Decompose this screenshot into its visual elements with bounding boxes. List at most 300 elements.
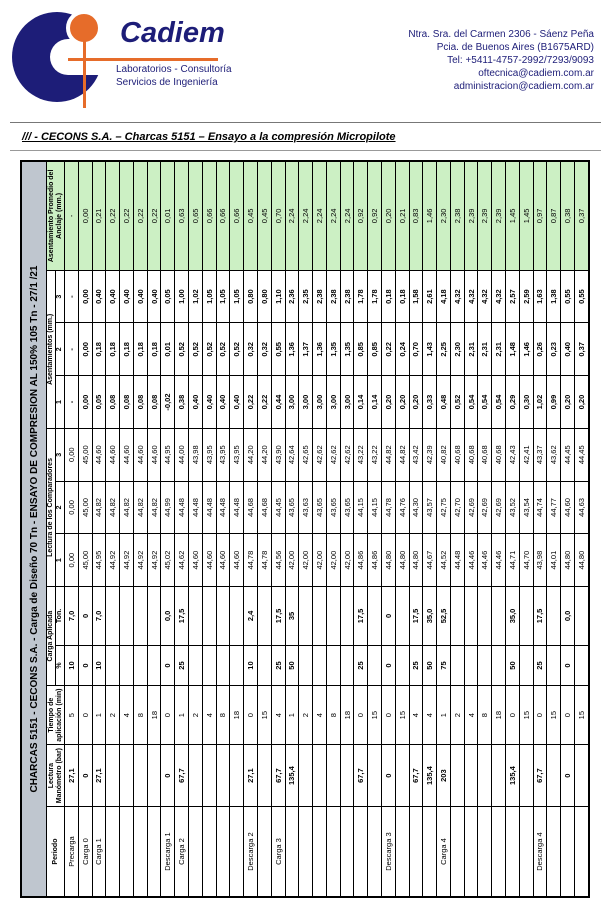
cell-a2: 0,18 xyxy=(92,323,106,376)
cell-l3: 40,68 xyxy=(464,428,478,481)
cell-l3: 43,95 xyxy=(202,428,216,481)
cell-l2: 44,48 xyxy=(216,481,230,534)
cell-a1: 0,20 xyxy=(561,376,575,429)
cell-tiempo: 0 xyxy=(244,686,258,745)
cell-ton xyxy=(450,586,464,645)
rotated-table-container xyxy=(21,161,589,897)
cell-a1: 0,30 xyxy=(519,376,533,429)
cell-l2: 44,60 xyxy=(561,481,575,534)
header-tiempo: Tiempo de aplicación (min) xyxy=(47,686,65,745)
cell-a3: 0,00 xyxy=(78,270,92,323)
cell-lectura xyxy=(257,745,271,807)
cell-l3: 42,62 xyxy=(340,428,354,481)
cell-l2: 44,48 xyxy=(230,481,244,534)
cell-l2: 42,69 xyxy=(464,481,478,534)
cell-a3: 1,05 xyxy=(202,270,216,323)
cell-pct xyxy=(133,645,147,685)
cell-a3: 1,00 xyxy=(175,270,189,323)
cell-l1: 44,80 xyxy=(409,534,423,587)
cell-avg: 2,39 xyxy=(478,162,492,271)
cell-periodo: Carga 1 xyxy=(92,807,106,897)
cell-a3: 0,05 xyxy=(161,270,175,323)
cell-tiempo: 18 xyxy=(340,686,354,745)
header-comp-2: 2 xyxy=(56,481,65,534)
cell-lectura xyxy=(519,745,533,807)
table-row xyxy=(202,162,216,897)
cell-pct xyxy=(106,645,120,685)
cell-a3: 0,40 xyxy=(92,270,106,323)
cell-tiempo: 4 xyxy=(202,686,216,745)
cell-periodo xyxy=(506,807,520,897)
cell-avg: 1,46 xyxy=(423,162,437,271)
cell-a3: 1,63 xyxy=(533,270,547,323)
table-row xyxy=(271,162,285,897)
cell-a1: 0,40 xyxy=(202,376,216,429)
cell-l3: 43,42 xyxy=(409,428,423,481)
cell-tiempo: 4 xyxy=(120,686,134,745)
cell-ton: 35,0 xyxy=(506,586,520,645)
header-carga: Carga Aplicada xyxy=(47,586,56,685)
cell-l3: 43,22 xyxy=(368,428,382,481)
cell-l1: 44,60 xyxy=(230,534,244,587)
contact-email-tecnica: oftecnica@cadiem.com.ar xyxy=(478,68,594,79)
header-pct: % xyxy=(56,645,65,685)
cell-l2: 44,74 xyxy=(533,481,547,534)
cell-a1: 3,00 xyxy=(326,376,340,429)
cell-l1: 44,67 xyxy=(423,534,437,587)
cell-avg: 0,87 xyxy=(547,162,561,271)
cell-avg: 0,63 xyxy=(175,162,189,271)
cell-lectura: 0 xyxy=(161,745,175,807)
cell-pct: 25 xyxy=(271,645,285,685)
cell-a2: 0,52 xyxy=(202,323,216,376)
cell-tiempo: 1 xyxy=(437,686,451,745)
cell-ton: 52,5 xyxy=(437,586,451,645)
cell-ton: 17,5 xyxy=(354,586,368,645)
contact-address: Ntra. Sra. del Carmen 2306 - Sáenz Peña xyxy=(408,29,594,40)
cell-l2: 44,48 xyxy=(175,481,189,534)
cell-periodo xyxy=(519,807,533,897)
cell-a3: 1,78 xyxy=(354,270,368,323)
cell-a3: 0,55 xyxy=(561,270,575,323)
cell-lectura: 135,4 xyxy=(285,745,299,807)
cell-a1: 0,54 xyxy=(492,376,506,429)
cell-a2: 0,85 xyxy=(368,323,382,376)
cell-tiempo: 15 xyxy=(547,686,561,745)
cell-avg: 0,45 xyxy=(244,162,258,271)
cell-tiempo: 8 xyxy=(478,686,492,745)
cell-a3: 2,38 xyxy=(313,270,327,323)
cell-ton: 17,5 xyxy=(271,586,285,645)
table-row xyxy=(175,162,189,897)
cell-avg: 0,21 xyxy=(395,162,409,271)
table-row xyxy=(299,162,313,897)
cell-a2: 0,32 xyxy=(257,323,271,376)
cell-l1: 44,78 xyxy=(244,534,258,587)
cell-a1: 0,29 xyxy=(506,376,520,429)
company-name: Cadiem xyxy=(120,17,225,49)
header-asent-2: 2 xyxy=(56,323,65,376)
cell-lectura xyxy=(120,745,134,807)
cell-ton: 2,4 xyxy=(244,586,258,645)
cell-l3: 42,64 xyxy=(285,428,299,481)
cell-lectura xyxy=(202,745,216,807)
cell-ton xyxy=(492,586,506,645)
cell-a1: 0,22 xyxy=(257,376,271,429)
cell-a2: 0,52 xyxy=(189,323,203,376)
cell-a1: 0,05 xyxy=(92,376,106,429)
cell-a2: 1,48 xyxy=(506,323,520,376)
title-divider xyxy=(10,150,601,151)
cell-a2: 1,46 xyxy=(519,323,533,376)
cell-ton xyxy=(120,586,134,645)
cell-l3: 44,60 xyxy=(106,428,120,481)
cell-l3: 40,68 xyxy=(478,428,492,481)
cell-tiempo: 2 xyxy=(106,686,120,745)
cell-lectura xyxy=(395,745,409,807)
cell-avg: 0,97 xyxy=(533,162,547,271)
cell-l1: 44,46 xyxy=(464,534,478,587)
cell-periodo: Descarga 4 xyxy=(533,807,547,897)
cell-pct: 10 xyxy=(92,645,106,685)
cell-a3: 0,40 xyxy=(106,270,120,323)
cell-tiempo: 5 xyxy=(65,686,79,745)
cell-pct xyxy=(189,645,203,685)
cell-periodo: Carga 2 xyxy=(175,807,189,897)
cell-a2: 0,22 xyxy=(381,323,395,376)
cell-l3: 43,95 xyxy=(216,428,230,481)
cell-pct xyxy=(147,645,161,685)
cell-pct xyxy=(216,645,230,685)
cell-periodo xyxy=(547,807,561,897)
cell-a2: 0,18 xyxy=(133,323,147,376)
cell-l3: 43,90 xyxy=(271,428,285,481)
cell-avg: 0,83 xyxy=(409,162,423,271)
cell-a1: 0,08 xyxy=(120,376,134,429)
cell-l2: 44,82 xyxy=(120,481,134,534)
cell-ton: 0 xyxy=(78,586,92,645)
cell-tiempo: 8 xyxy=(216,686,230,745)
contact-block xyxy=(408,28,594,93)
table-row xyxy=(106,162,120,897)
cell-l1: 44,92 xyxy=(147,534,161,587)
table-row xyxy=(340,162,354,897)
cell-lectura xyxy=(368,745,382,807)
cell-pct: 10 xyxy=(65,645,79,685)
cell-periodo: Descarga 1 xyxy=(161,807,175,897)
cell-lectura xyxy=(189,745,203,807)
cell-ton xyxy=(574,586,588,645)
cell-a1: 0,40 xyxy=(230,376,244,429)
cell-a2: 1,35 xyxy=(340,323,354,376)
cell-a2: 0,18 xyxy=(106,323,120,376)
cell-a1: 0,08 xyxy=(147,376,161,429)
cell-periodo xyxy=(216,807,230,897)
cell-l1: 44,48 xyxy=(450,534,464,587)
cell-tiempo: 4 xyxy=(313,686,327,745)
cell-l2: 43,63 xyxy=(299,481,313,534)
table-row xyxy=(313,162,327,897)
cell-tiempo: 15 xyxy=(368,686,382,745)
cell-l2: 44,63 xyxy=(574,481,588,534)
cell-tiempo: 18 xyxy=(492,686,506,745)
header-asentamientos: Asentamientos (mm.) xyxy=(47,270,56,428)
cell-pct: 25 xyxy=(354,645,368,685)
table-row xyxy=(368,162,382,897)
cell-lectura xyxy=(574,745,588,807)
cell-a3: 0,40 xyxy=(133,270,147,323)
table-row xyxy=(285,162,299,897)
cell-tiempo: 1 xyxy=(92,686,106,745)
table-row xyxy=(244,162,258,897)
cell-lectura: 0 xyxy=(78,745,92,807)
cell-pct: 50 xyxy=(423,645,437,685)
cell-a3: 4,32 xyxy=(464,270,478,323)
cell-lectura: 67,7 xyxy=(175,745,189,807)
cell-l2: 43,52 xyxy=(506,481,520,534)
cell-l3: 42,62 xyxy=(326,428,340,481)
cell-a2: 0,32 xyxy=(244,323,258,376)
cell-tiempo: 4 xyxy=(464,686,478,745)
cell-periodo xyxy=(354,807,368,897)
cell-l3: 43,37 xyxy=(533,428,547,481)
cell-periodo xyxy=(133,807,147,897)
cell-avg: 1,45 xyxy=(519,162,533,271)
cell-tiempo: 1 xyxy=(175,686,189,745)
cell-a1: 0,14 xyxy=(354,376,368,429)
cell-a1: 0,08 xyxy=(106,376,120,429)
table-row xyxy=(354,162,368,897)
cell-a2: 2,31 xyxy=(492,323,506,376)
header-lectura: Lectura Manómetro (bar) xyxy=(47,745,65,807)
cell-pct xyxy=(492,645,506,685)
cell-l2: 43,65 xyxy=(285,481,299,534)
cell-l3: 0,00 xyxy=(65,428,79,481)
cell-pct xyxy=(478,645,492,685)
cell-a2: 2,30 xyxy=(450,323,464,376)
cell-ton xyxy=(464,586,478,645)
cell-a1: 0,99 xyxy=(547,376,561,429)
cell-l1: 44,78 xyxy=(257,534,271,587)
cell-lectura xyxy=(326,745,340,807)
cell-periodo: Descarga 3 xyxy=(381,807,395,897)
company-tagline-2: Servicios de Ingeniería xyxy=(116,77,218,88)
cell-ton: 17,5 xyxy=(533,586,547,645)
cell-l1: 44,52 xyxy=(437,534,451,587)
cell-a1: 0,38 xyxy=(175,376,189,429)
table-body xyxy=(65,162,589,897)
cell-pct xyxy=(257,645,271,685)
cell-a1: 0,20 xyxy=(395,376,409,429)
cell-l2: 44,30 xyxy=(409,481,423,534)
cell-periodo xyxy=(450,807,464,897)
header-divider xyxy=(10,122,601,123)
cell-a2: 0,52 xyxy=(175,323,189,376)
cell-periodo xyxy=(189,807,203,897)
cell-l3: 42,62 xyxy=(313,428,327,481)
cell-lectura xyxy=(299,745,313,807)
cell-pct xyxy=(395,645,409,685)
cell-pct xyxy=(230,645,244,685)
cell-a3: 4,32 xyxy=(478,270,492,323)
cell-l2: 44,82 xyxy=(92,481,106,534)
cell-pct: 50 xyxy=(285,645,299,685)
cell-avg: 2,24 xyxy=(285,162,299,271)
compression-test-table xyxy=(21,161,589,897)
cell-lectura xyxy=(313,745,327,807)
cell-a1: 1,02 xyxy=(533,376,547,429)
cell-pct xyxy=(574,645,588,685)
cell-pct: 50 xyxy=(506,645,520,685)
cell-l1: 44,70 xyxy=(519,534,533,587)
table-row xyxy=(574,162,588,897)
cell-l2: 43,65 xyxy=(326,481,340,534)
cell-l1: 44,92 xyxy=(133,534,147,587)
cell-ton xyxy=(189,586,203,645)
cell-l3: 44,60 xyxy=(92,428,106,481)
cell-periodo xyxy=(257,807,271,897)
cell-l1: 44,46 xyxy=(492,534,506,587)
cell-lectura xyxy=(450,745,464,807)
table-row xyxy=(230,162,244,897)
cell-l2: 43,65 xyxy=(340,481,354,534)
cell-avg: 0,20 xyxy=(381,162,395,271)
cell-ton: 0 xyxy=(381,586,395,645)
cell-l2: 44,68 xyxy=(257,481,271,534)
cell-periodo: Carga 3 xyxy=(271,807,285,897)
cell-periodo xyxy=(368,807,382,897)
cell-pct: 0 xyxy=(161,645,175,685)
cell-periodo xyxy=(478,807,492,897)
cell-lectura: 135,4 xyxy=(423,745,437,807)
cell-l1: 0,00 xyxy=(65,534,79,587)
cell-a2: 0,01 xyxy=(161,323,175,376)
cell-pct: 25 xyxy=(533,645,547,685)
cell-a3: 1,78 xyxy=(368,270,382,323)
cell-a3: 0,40 xyxy=(120,270,134,323)
cell-periodo xyxy=(202,807,216,897)
cell-a3: 4,32 xyxy=(492,270,506,323)
cell-l1: 44,80 xyxy=(561,534,575,587)
cell-pct: 75 xyxy=(437,645,451,685)
cell-a1: -0,02 xyxy=(161,376,175,429)
cell-avg: 0,70 xyxy=(271,162,285,271)
cell-periodo xyxy=(340,807,354,897)
cell-ton xyxy=(133,586,147,645)
cell-avg: 0,22 xyxy=(120,162,134,271)
cell-a2: 0,70 xyxy=(409,323,423,376)
cell-ton xyxy=(147,586,161,645)
header-promedio: Asentamiento Promedio del Anclaje (mm.) xyxy=(47,162,65,271)
cell-a2: 0,40 xyxy=(561,323,575,376)
cell-a1: 3,00 xyxy=(313,376,327,429)
table-row xyxy=(120,162,134,897)
cell-a2: 0,85 xyxy=(354,323,368,376)
cell-a1: 0,22 xyxy=(244,376,258,429)
cell-ton: 7,0 xyxy=(65,586,79,645)
cell-ton xyxy=(313,586,327,645)
cell-a3: 1,05 xyxy=(216,270,230,323)
header-ton: Ton. xyxy=(56,586,65,645)
header-asent-3: 3 xyxy=(56,270,65,323)
cell-l2: 43,65 xyxy=(313,481,327,534)
cell-tiempo: 0 xyxy=(354,686,368,745)
cell-lectura xyxy=(340,745,354,807)
cell-periodo xyxy=(313,807,327,897)
cell-a3: 2,57 xyxy=(506,270,520,323)
cell-a1: 0,20 xyxy=(409,376,423,429)
cell-l3: 42,43 xyxy=(506,428,520,481)
cell-l3: 44,60 xyxy=(133,428,147,481)
cell-pct: 25 xyxy=(175,645,189,685)
cell-tiempo: 0 xyxy=(78,686,92,745)
cell-ton xyxy=(257,586,271,645)
cell-tiempo: 0 xyxy=(506,686,520,745)
cell-tiempo: 4 xyxy=(271,686,285,745)
cell-l2: 0,00 xyxy=(65,481,79,534)
table-row xyxy=(133,162,147,897)
cell-avg: 0,92 xyxy=(354,162,368,271)
cell-a2: 1,37 xyxy=(299,323,313,376)
cell-tiempo: 2 xyxy=(450,686,464,745)
cell-pct: 0 xyxy=(78,645,92,685)
cell-lectura: 67,7 xyxy=(271,745,285,807)
cell-a3: 0,80 xyxy=(244,270,258,323)
cell-a3: 0,18 xyxy=(395,270,409,323)
cell-l2: 44,45 xyxy=(271,481,285,534)
cell-a1: 0,08 xyxy=(133,376,147,429)
cell-l3: 44,00 xyxy=(175,428,189,481)
cell-a2: 0,23 xyxy=(547,323,561,376)
cell-avg: 0,22 xyxy=(133,162,147,271)
cell-l3: 40,68 xyxy=(492,428,506,481)
cell-a3: 2,38 xyxy=(326,270,340,323)
table-row xyxy=(161,162,175,897)
cell-a1: 3,00 xyxy=(285,376,299,429)
cell-l2: 44,77 xyxy=(547,481,561,534)
cell-lectura: 0 xyxy=(381,745,395,807)
cell-a1: 0,40 xyxy=(189,376,203,429)
cell-lectura xyxy=(106,745,120,807)
table-row xyxy=(423,162,437,897)
cell-ton xyxy=(547,586,561,645)
cell-a3: 1,10 xyxy=(271,270,285,323)
cell-l1: 44,46 xyxy=(478,534,492,587)
table-row xyxy=(147,162,161,897)
cell-lectura: 135,4 xyxy=(506,745,520,807)
cell-a1: 0,14 xyxy=(368,376,382,429)
cell-lectura: 27,1 xyxy=(92,745,106,807)
cell-l1: 45,02 xyxy=(161,534,175,587)
cell-pct xyxy=(299,645,313,685)
cell-periodo xyxy=(106,807,120,897)
cell-l1: 45,00 xyxy=(78,534,92,587)
cell-lectura xyxy=(147,745,161,807)
header-comp-1: 1 xyxy=(56,534,65,587)
cell-ton xyxy=(519,586,533,645)
cell-ton: 17,5 xyxy=(409,586,423,645)
cell-lectura: 67,7 xyxy=(533,745,547,807)
cell-l2: 44,68 xyxy=(244,481,258,534)
cell-ton xyxy=(202,586,216,645)
cell-l1: 44,86 xyxy=(368,534,382,587)
cell-l3: 44,95 xyxy=(161,428,175,481)
cell-tiempo: 4 xyxy=(409,686,423,745)
cell-a3: 0,40 xyxy=(147,270,161,323)
cell-a2: 2,31 xyxy=(464,323,478,376)
cell-tiempo: 15 xyxy=(257,686,271,745)
cell-lectura: 203 xyxy=(437,745,451,807)
